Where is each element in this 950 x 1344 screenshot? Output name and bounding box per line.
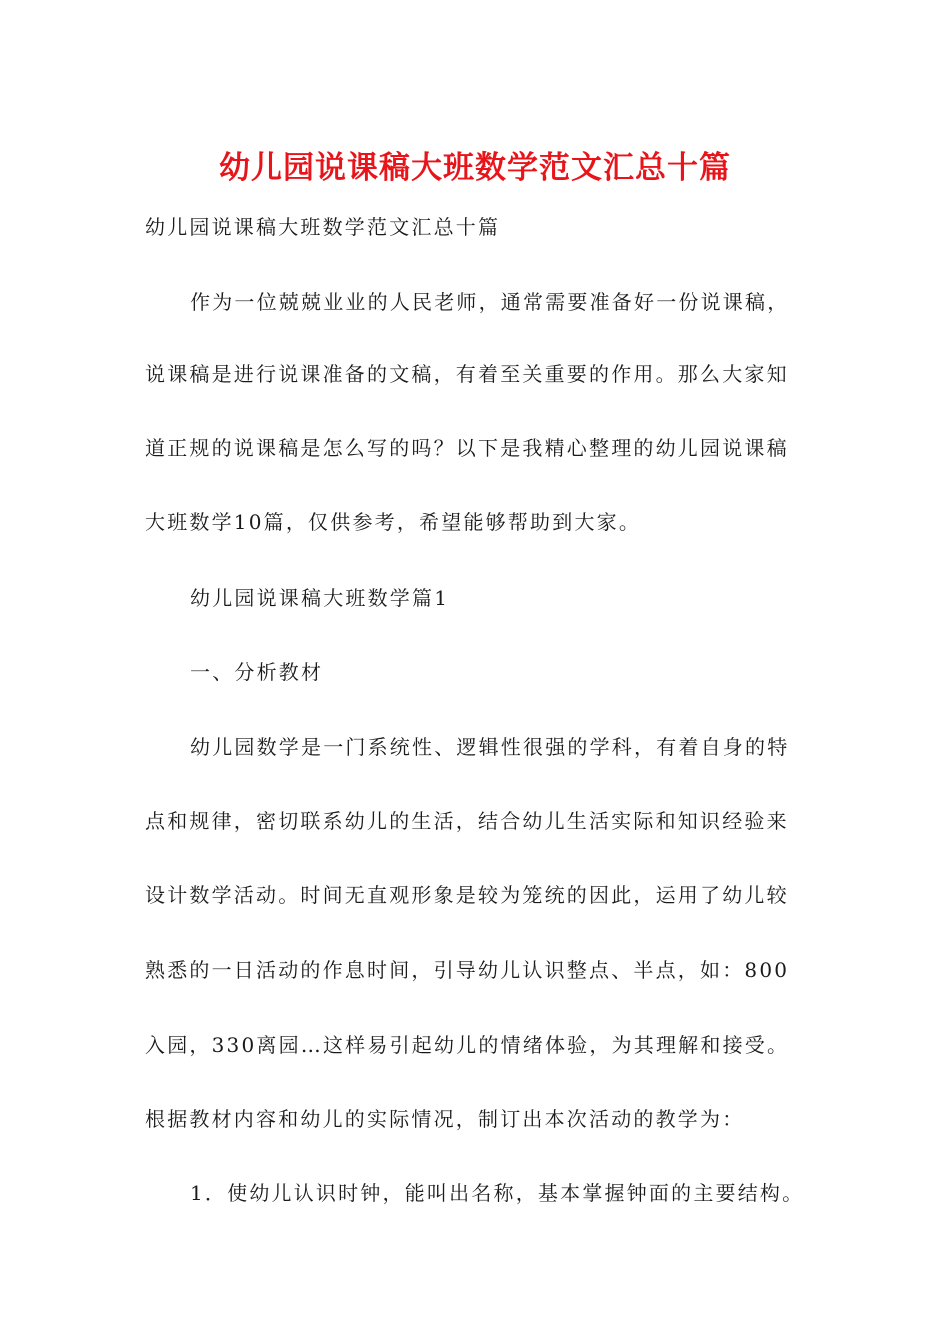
section-heading: 幼儿园说课稿大班数学篇1	[190, 586, 450, 610]
paragraph-line: 道正规的说课稿是怎么写的吗？以下是我精心整理的幼儿园说课稿	[145, 436, 789, 460]
paragraph-line: 点和规律，密切联系幼儿的生活，结合幼儿生活实际和知识经验来	[145, 809, 789, 833]
paragraph-line: 大班数学10篇，仅供参考，希望能够帮助到大家。	[145, 510, 642, 534]
paragraph-line: 说课稿是进行说课准备的文稿，有着至关重要的作用。那么大家知	[145, 362, 789, 386]
paragraph-line: 作为一位兢兢业业的人民老师，通常需要准备好一份说课稿，	[190, 290, 790, 314]
paragraph-line: 入园，330离园…这样易引起幼儿的情绪体验，为其理解和接受。	[145, 1033, 790, 1057]
paragraph-line: 根据教材内容和幼儿的实际情况，制订出本次活动的教学为：	[145, 1107, 745, 1131]
paragraph-line: 幼儿园数学是一门系统性、逻辑性很强的学科，有着自身的特	[190, 735, 790, 759]
document-subtitle: 幼儿园说课稿大班数学范文汇总十篇	[145, 215, 501, 239]
paragraph-line: 设计数学活动。时间无直观形象是较为笼统的因此，运用了幼儿较	[145, 883, 789, 907]
subsection-heading: 一、分析教材	[190, 660, 324, 684]
list-item: 1．使幼儿认识时钟，能叫出名称，基本掌握钟面的主要结构。	[190, 1181, 805, 1205]
document-title: 幼儿园说课稿大班数学范文汇总十篇	[219, 150, 731, 186]
paragraph-line: 熟悉的一日活动的作息时间，引导幼儿认识整点、半点，如：800	[145, 958, 790, 982]
